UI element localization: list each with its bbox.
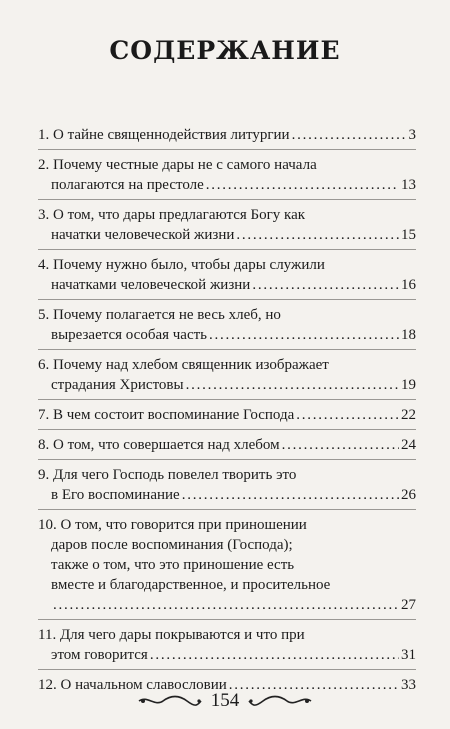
- toc-entry-line: 4. Почему нужно было, чтобы дары служили: [38, 257, 325, 273]
- dot-leader: [182, 485, 399, 505]
- dot-leader: [186, 375, 399, 395]
- toc-entry-line: вырезается особая часть: [51, 327, 208, 343]
- toc-entry-line: 12. О начальном славословии: [38, 677, 227, 693]
- toc-entry-line: 10. О том, что говорится при приношении: [38, 517, 307, 533]
- toc-entry-line: этом говорится: [51, 647, 148, 663]
- toc-page-number: 19: [401, 377, 416, 393]
- right-ornament-icon: [247, 694, 313, 708]
- toc-entry-line: начатками человеческой жизни: [51, 277, 251, 293]
- toc-entry-line: в Его воспоминание: [51, 487, 180, 503]
- toc-page-number: 27: [401, 597, 416, 613]
- left-ornament-icon: [137, 694, 203, 708]
- toc-entry: [38, 510, 416, 620]
- toc-entry: [38, 350, 416, 400]
- toc-page-number: 3: [408, 127, 416, 143]
- dot-leader: [252, 275, 399, 295]
- table-of-contents: [38, 120, 416, 699]
- toc-entry-line: также о том, что это приношение есть: [51, 557, 295, 573]
- toc-page-number: 22: [401, 407, 416, 423]
- toc-entry: [38, 250, 416, 300]
- toc-entry-line: вместе и благодарственное, и просительное: [51, 577, 331, 593]
- toc-entry-line: 8. О том, что совершается над хлебом: [38, 437, 280, 453]
- toc-entry-line: начатки человеческой жизни: [51, 227, 235, 243]
- toc-page-number: 15: [401, 227, 416, 243]
- toc-entry: [38, 460, 416, 510]
- toc-page-number: 31: [401, 647, 416, 663]
- toc-entry-line: 7. В чем состоит воспоминание Господа: [38, 407, 295, 423]
- dot-leader: [209, 325, 399, 345]
- page-number: 154: [210, 690, 240, 711]
- toc-page-number: 18: [401, 327, 416, 343]
- toc-entry-line: полагаются на престоле: [51, 177, 204, 193]
- page-footer: [0, 690, 450, 712]
- toc-entry-line: 6. Почему над хлебом священник изображает: [38, 357, 329, 373]
- dot-leader: [296, 405, 399, 425]
- toc-page-number: 16: [401, 277, 416, 293]
- toc-entry-line: 9. Для чего Господь повелел творить это: [38, 467, 297, 483]
- dot-leader: [282, 435, 399, 455]
- toc-page-number: 26: [401, 487, 416, 503]
- dot-leader: [292, 125, 407, 145]
- toc-entry-line: 11. Для чего дары покрываются и что при: [38, 627, 305, 643]
- toc-page-number: 33: [401, 677, 416, 693]
- toc-entry-line: 2. Почему честные дары не с самого начала: [38, 157, 317, 173]
- toc-entry-line: 5. Почему полагается не весь хлеб, но: [38, 307, 281, 323]
- toc-page-number: 24: [401, 437, 416, 453]
- toc-page-number: 13: [401, 177, 416, 193]
- dot-leader: [53, 595, 399, 615]
- toc-entry-line: 3. О том, что дары предлагаются Богу как: [38, 207, 306, 223]
- dot-leader: [236, 225, 399, 245]
- toc-entry-line: страдания Христовы: [51, 377, 184, 393]
- toc-entry: [38, 300, 416, 350]
- dot-leader: [150, 645, 399, 665]
- toc-entry: [38, 400, 416, 430]
- page-title: СОДЕРЖАНИЕ: [109, 36, 341, 65]
- toc-entry: [38, 430, 416, 460]
- toc-entry: [38, 150, 416, 200]
- toc-entry-line: 1. О тайне священнодействия литургии: [38, 127, 290, 143]
- dot-leader: [206, 175, 399, 195]
- toc-entry: [38, 120, 416, 150]
- toc-entry-line: даров после воспоминания (Господа);: [51, 537, 293, 553]
- toc-entry: [38, 200, 416, 250]
- toc-entry: [38, 620, 416, 670]
